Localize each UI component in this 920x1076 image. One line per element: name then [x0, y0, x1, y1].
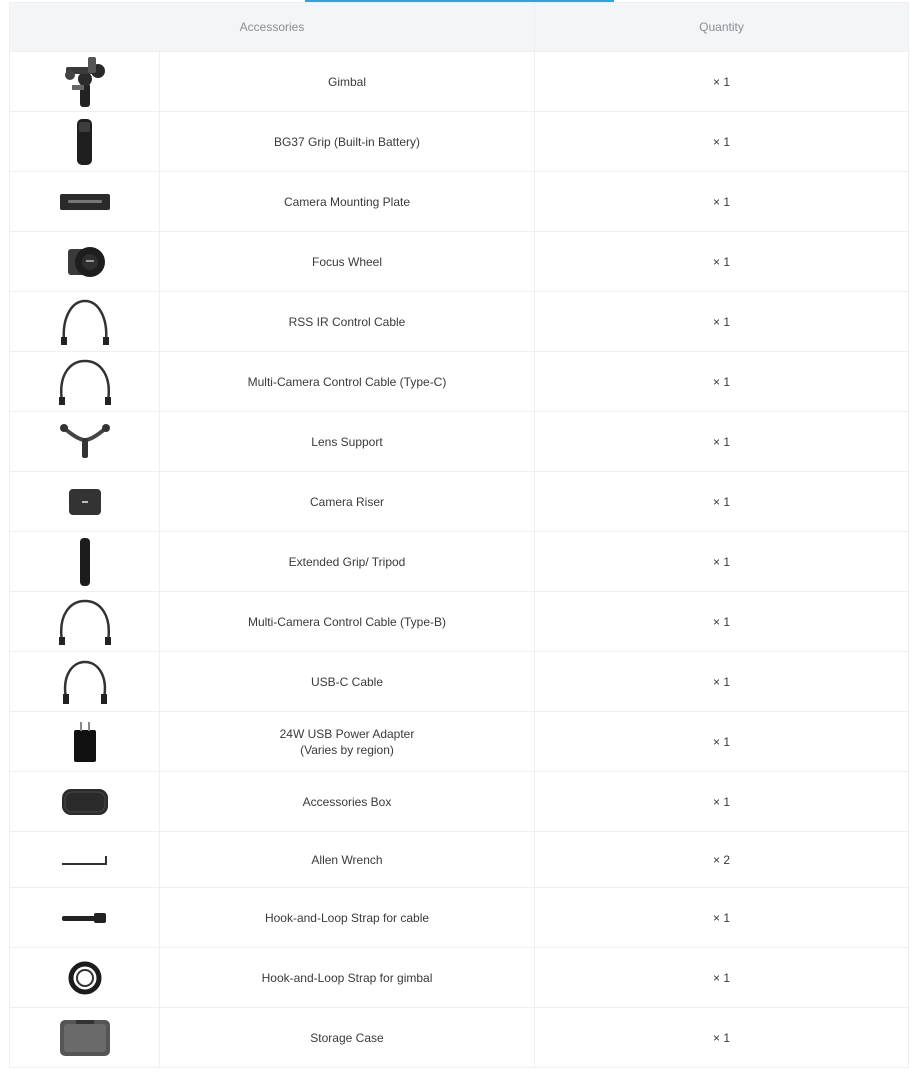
table-row — [10, 292, 909, 352]
table-row — [10, 712, 909, 772]
item-name: Storage Case — [160, 1008, 535, 1068]
gimbal-icon — [58, 55, 112, 109]
table-row — [10, 592, 909, 652]
item-name-line2: (Varies by region) — [300, 742, 394, 757]
extended-grip-icon — [58, 536, 112, 588]
item-name: Lens Support — [160, 412, 535, 472]
item-quantity: × 1 — [535, 412, 909, 472]
item-name: Allen Wrench — [160, 832, 535, 888]
storage-case-icon — [56, 1016, 114, 1060]
item-name: Camera Mounting Plate — [160, 172, 535, 232]
accessories-table — [9, 2, 909, 1068]
item-name: Multi-Camera Control Cable (Type-C) — [160, 352, 535, 412]
item-quantity: × 1 — [535, 352, 909, 412]
item-name: Focus Wheel — [160, 232, 535, 292]
item-quantity: × 1 — [535, 52, 909, 112]
table-row — [10, 832, 909, 888]
focus-wheel-icon — [58, 244, 112, 280]
item-name: Hook-and-Loop Strap for cable — [160, 888, 535, 948]
item-image-cell — [10, 412, 160, 472]
item-image-cell — [10, 772, 160, 832]
item-quantity: × 1 — [535, 112, 909, 172]
item-image-cell — [10, 652, 160, 712]
item-quantity: × 1 — [535, 888, 909, 948]
item-image-cell — [10, 172, 160, 232]
strap-icon — [58, 908, 112, 928]
table-row — [10, 232, 909, 292]
item-name: RSS IR Control Cable — [160, 292, 535, 352]
item-image-cell — [10, 948, 160, 1008]
table-row — [10, 352, 909, 412]
item-image-cell — [10, 232, 160, 292]
table-row — [10, 412, 909, 472]
item-image-cell — [10, 532, 160, 592]
item-image-cell — [10, 112, 160, 172]
table-row — [10, 532, 909, 592]
item-name: Gimbal — [160, 52, 535, 112]
item-image-cell — [10, 592, 160, 652]
item-image-cell — [10, 352, 160, 412]
item-quantity: × 1 — [535, 652, 909, 712]
item-quantity: × 1 — [535, 948, 909, 1008]
table-row — [10, 52, 909, 112]
item-quantity: × 1 — [535, 172, 909, 232]
item-name: Camera Riser — [160, 472, 535, 532]
table-header-row — [10, 3, 909, 52]
item-image-cell — [10, 832, 160, 888]
accessories-header: Accessories — [10, 3, 535, 52]
item-image-cell — [10, 888, 160, 948]
grip-icon — [58, 117, 112, 167]
item-name: Hook-and-Loop Strap for gimbal — [160, 948, 535, 1008]
item-quantity: × 1 — [535, 592, 909, 652]
item-name: USB-C Cable — [160, 652, 535, 712]
item-name: Extended Grip/ Tripod — [160, 532, 535, 592]
accessories-box-icon — [58, 785, 112, 819]
item-quantity: × 1 — [535, 712, 909, 772]
power-adapter-icon — [58, 720, 112, 764]
item-image-cell — [10, 52, 160, 112]
item-quantity: × 1 — [535, 472, 909, 532]
item-quantity: × 1 — [535, 772, 909, 832]
table-row — [10, 112, 909, 172]
item-image-cell — [10, 712, 160, 772]
item-name-line1: 24W USB Power Adapter — [279, 726, 415, 741]
quantity-header: Quantity — [535, 3, 909, 52]
table-row — [10, 1008, 909, 1068]
cable-icon — [58, 297, 112, 347]
allen-wrench-icon — [58, 850, 112, 870]
item-quantity: × 2 — [535, 832, 909, 888]
item-quantity: × 1 — [535, 292, 909, 352]
item-quantity: × 1 — [535, 232, 909, 292]
cable-icon — [56, 597, 114, 647]
table-row — [10, 172, 909, 232]
camera-riser-icon — [58, 485, 112, 519]
strap-roll-icon — [58, 958, 112, 998]
item-name: BG37 Grip (Built-in Battery) — [160, 112, 535, 172]
table-row — [10, 948, 909, 1008]
table-row — [10, 772, 909, 832]
item-name: Multi-Camera Control Cable (Type-B) — [160, 592, 535, 652]
lens-support-icon — [58, 422, 112, 462]
item-image-cell — [10, 472, 160, 532]
item-image-cell — [10, 1008, 160, 1068]
item-quantity: × 1 — [535, 532, 909, 592]
item-name: Accessories Box — [160, 772, 535, 832]
cable-icon — [56, 357, 114, 407]
table-row — [10, 888, 909, 948]
item-name — [160, 712, 535, 772]
table-row — [10, 472, 909, 532]
table-row — [10, 652, 909, 712]
mounting-plate-icon — [58, 190, 112, 214]
usb-c-cable-icon — [58, 658, 112, 706]
item-image-cell — [10, 292, 160, 352]
item-quantity: × 1 — [535, 1008, 909, 1068]
